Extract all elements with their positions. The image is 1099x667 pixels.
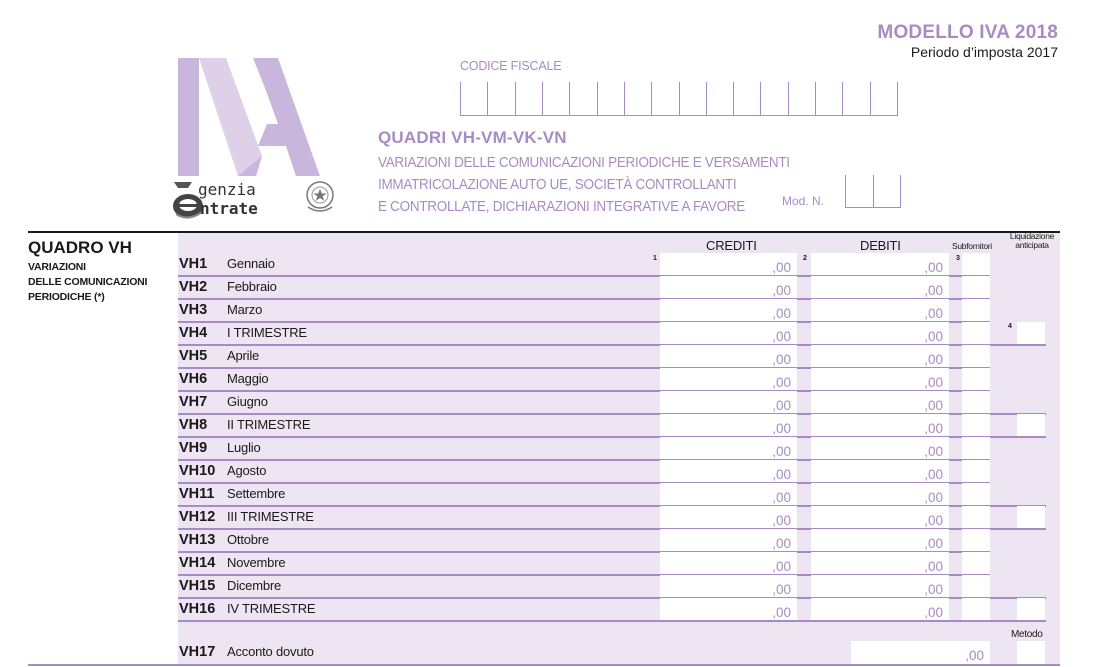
debiti-input[interactable]	[811, 575, 949, 598]
row-label: Marzo	[227, 302, 263, 317]
liquidazione-anticipata-checkbox[interactable]	[1017, 414, 1045, 437]
row-label: IV TRIMESTRE	[227, 601, 316, 616]
crediti-input[interactable]	[660, 483, 797, 506]
quadro-subtitle-line: DELLE COMUNICAZIONI	[28, 276, 148, 288]
metodo-label: Metodo	[1011, 629, 1043, 640]
crediti-input[interactable]	[660, 598, 797, 621]
debiti-input[interactable]	[811, 483, 949, 506]
debiti-input[interactable]	[811, 437, 949, 460]
column-header-crediti: CREDITI	[706, 238, 757, 253]
row-label: Acconto dovuto	[227, 644, 314, 659]
tax-period: Periodo d’imposta 2017	[910, 44, 1058, 60]
debiti-input[interactable]	[811, 414, 949, 437]
debiti-input[interactable]	[811, 299, 949, 322]
debiti-input[interactable]	[811, 598, 949, 621]
subfornitori-checkbox[interactable]	[962, 506, 990, 529]
quadri-title: QUADRI VH-VM-VK-VN	[378, 128, 567, 147]
row-label: Ottobre	[227, 532, 269, 547]
table-row-vh16	[178, 598, 1060, 621]
debiti-input[interactable]	[811, 552, 949, 575]
crediti-input[interactable]	[660, 345, 797, 368]
crediti-input[interactable]	[660, 322, 797, 345]
row-code: VH6	[179, 371, 208, 387]
row-label: Novembre	[227, 555, 286, 570]
field-number-1: 1	[653, 255, 657, 262]
row-code: VH15	[179, 578, 216, 594]
amount-suffix: ,00	[772, 490, 791, 505]
row-code: VH8	[179, 417, 208, 433]
quadro-title: QUADRO VH	[28, 238, 132, 257]
amount-suffix: ,00	[772, 260, 791, 275]
row-label: Febbraio	[227, 279, 277, 294]
subfornitori-checkbox[interactable]	[962, 276, 990, 299]
column-header-liquidazione	[1004, 232, 1060, 250]
amount-suffix: ,00	[924, 467, 943, 482]
amount-suffix: ,00	[772, 421, 791, 436]
crediti-input[interactable]	[660, 460, 797, 483]
quadri-subtitle-line: VARIAZIONI DELLE COMUNICAZIONI PERIODICHE E VERSAMENTI	[378, 155, 790, 171]
row-code: VH10	[179, 463, 216, 479]
row-label: III TRIMESTRE	[227, 509, 314, 524]
agenzia-entrate-logo	[170, 176, 340, 221]
row-label: Giugno	[227, 394, 268, 409]
amount-suffix: ,00	[924, 582, 943, 597]
liquidazione-line: anticipata	[1015, 240, 1049, 250]
table-row-vh5	[178, 345, 1060, 368]
cf-cell[interactable]	[487, 82, 514, 115]
amount-suffix: ,00	[772, 605, 791, 620]
row-code: VH13	[179, 532, 216, 548]
cf-cell[interactable]	[569, 82, 596, 115]
metodo-input[interactable]	[1017, 641, 1045, 664]
amount-suffix: ,00	[924, 513, 943, 528]
amount-suffix: ,00	[772, 398, 791, 413]
row-code: VH7	[179, 394, 208, 410]
entrate-text: ntrate	[200, 199, 258, 218]
field-number-2: 2	[803, 255, 807, 262]
bottom-divider	[28, 664, 1060, 666]
row-code: VH14	[179, 555, 216, 571]
amount-suffix: ,00	[924, 421, 943, 436]
table-row-vh8	[178, 414, 1060, 437]
row-label: Luglio	[227, 440, 261, 455]
cf-cell[interactable]	[842, 82, 869, 115]
crediti-input[interactable]	[660, 529, 797, 552]
cf-cell[interactable]	[760, 82, 787, 115]
cf-cell[interactable]	[515, 82, 542, 115]
amount-suffix: ,00	[924, 329, 943, 344]
row-code: VH5	[179, 348, 208, 364]
table-row-vh4	[178, 322, 1060, 345]
codice-fiscale-label: CODICE FISCALE	[460, 59, 562, 73]
amount-suffix: ,00	[772, 352, 791, 367]
cf-cell[interactable]	[679, 82, 706, 115]
table-row-vh9	[178, 437, 1060, 460]
amount-suffix: ,00	[772, 283, 791, 298]
crediti-input[interactable]	[660, 506, 797, 529]
table-row-vh15	[178, 575, 1060, 598]
debiti-input[interactable]	[811, 368, 949, 391]
mod-n-label: Mod. N.	[782, 194, 825, 208]
cf-cell[interactable]	[542, 82, 569, 115]
table-row-vh6	[178, 368, 1060, 391]
liquidazione-anticipata-checkbox[interactable]	[1017, 506, 1045, 529]
row-label: Maggio	[227, 371, 269, 386]
table-row-vh1	[178, 253, 1060, 276]
row-label: Agosto	[227, 463, 267, 478]
quadro-subtitle-line: PERIODICHE (*)	[28, 291, 105, 303]
crediti-input[interactable]	[660, 575, 797, 598]
table-row-vh7	[178, 391, 1060, 414]
subfornitori-checkbox[interactable]	[962, 322, 990, 345]
crediti-input[interactable]	[660, 276, 797, 299]
subfornitori-checkbox[interactable]	[962, 253, 990, 276]
amount-suffix: ,00	[924, 375, 943, 390]
subfornitori-checkbox[interactable]	[962, 483, 990, 506]
debiti-input[interactable]	[811, 253, 949, 276]
row-label: II TRIMESTRE	[227, 417, 311, 432]
row-code: VH12	[179, 509, 216, 525]
amount-suffix: ,00	[772, 513, 791, 528]
row-code: VH2	[179, 279, 208, 295]
cf-cell[interactable]	[460, 82, 487, 115]
subfornitori-checkbox[interactable]	[962, 529, 990, 552]
row-code: VH3	[179, 302, 208, 318]
row-code: VH4	[179, 325, 208, 341]
liquidazione-line: Liquidazione	[1009, 231, 1055, 241]
codice-fiscale-input[interactable]	[460, 82, 898, 116]
crediti-input[interactable]	[660, 368, 797, 391]
subfornitori-checkbox[interactable]	[962, 345, 990, 368]
amount-suffix: ,00	[772, 467, 791, 482]
iva-logo-icon	[178, 58, 323, 178]
cf-cell[interactable]	[733, 82, 760, 115]
amount-suffix: ,00	[924, 398, 943, 413]
debiti-input[interactable]	[811, 506, 949, 529]
mod-n-cell[interactable]	[873, 175, 902, 207]
subfornitori-checkbox[interactable]	[962, 414, 990, 437]
row-label: Dicembre	[227, 578, 282, 593]
amount-suffix: ,00	[924, 444, 943, 459]
row-code: VH16	[179, 601, 216, 617]
amount-suffix: ,00	[924, 306, 943, 321]
mod-n-cell[interactable]	[845, 175, 873, 207]
subfornitori-checkbox[interactable]	[962, 598, 990, 621]
table-row-vh2	[178, 276, 1060, 299]
cf-cell[interactable]	[597, 82, 624, 115]
debiti-input[interactable]	[811, 391, 949, 414]
crediti-input[interactable]	[660, 391, 797, 414]
field-number-4: 4	[1008, 323, 1012, 330]
subfornitori-checkbox[interactable]	[962, 460, 990, 483]
amount-suffix: ,00	[772, 329, 791, 344]
amount-suffix: ,00	[772, 375, 791, 390]
row-label: Aprile	[227, 348, 260, 363]
amount-suffix: ,00	[772, 306, 791, 321]
amount-suffix: ,00	[924, 559, 943, 574]
debiti-input[interactable]	[811, 460, 949, 483]
subfornitori-checkbox[interactable]	[962, 368, 990, 391]
column-header-debiti: DEBITI	[860, 238, 901, 253]
row-label: I TRIMESTRE	[227, 325, 307, 340]
table-row-vh17	[178, 641, 1060, 664]
mod-n-input[interactable]	[845, 175, 901, 208]
amount-suffix: ,00	[772, 536, 791, 551]
amount-suffix: ,00	[965, 648, 984, 663]
field-number-3: 3	[956, 255, 960, 262]
amount-suffix: ,00	[772, 559, 791, 574]
liquidazione-anticipata-checkbox[interactable]	[1017, 322, 1045, 345]
model-title: MODELLO IVA 2018	[877, 22, 1058, 43]
crediti-input[interactable]	[660, 299, 797, 322]
crediti-input[interactable]	[660, 552, 797, 575]
cf-cell[interactable]	[870, 82, 898, 115]
row-divider	[178, 620, 1046, 622]
row-label: Settembre	[227, 486, 286, 501]
row-code: VH9	[179, 440, 208, 456]
agenzia-text: genzia	[198, 180, 256, 199]
subfornitori-checkbox[interactable]	[962, 391, 990, 414]
table-row-vh14	[178, 552, 1060, 575]
crediti-input[interactable]	[660, 414, 797, 437]
subfornitori-checkbox[interactable]	[962, 575, 990, 598]
amount-suffix: ,00	[924, 352, 943, 367]
acconto-dovuto-input[interactable]	[851, 641, 990, 664]
quadri-subtitle	[378, 152, 790, 218]
row-code: VH17	[179, 644, 216, 660]
subfornitori-checkbox[interactable]	[962, 552, 990, 575]
column-header-subfornitori: Subfornitori	[952, 241, 992, 251]
row-code: VH1	[179, 256, 208, 272]
debiti-input[interactable]	[811, 345, 949, 368]
republic-emblem-icon	[304, 179, 336, 215]
quadri-subtitle-line: E CONTROLLATE, DICHIARAZIONI INTEGRATIVE A FAVORE	[378, 199, 745, 215]
cf-cell[interactable]	[651, 82, 678, 115]
debiti-input[interactable]	[811, 276, 949, 299]
table-row-vh3	[178, 299, 1060, 322]
amount-suffix: ,00	[772, 582, 791, 597]
cf-cell[interactable]	[815, 82, 842, 115]
row-label: Gennaio	[227, 256, 275, 271]
row-code: VH11	[179, 486, 215, 502]
cf-cell[interactable]	[624, 82, 651, 115]
cf-cell[interactable]	[706, 82, 733, 115]
debiti-input[interactable]	[811, 529, 949, 552]
subfornitori-checkbox[interactable]	[962, 437, 990, 460]
cf-cell[interactable]	[788, 82, 815, 115]
amount-suffix: ,00	[924, 260, 943, 275]
amount-suffix: ,00	[924, 605, 943, 620]
quadro-subtitle-line: VARIAZIONI	[28, 261, 86, 273]
amount-suffix: ,00	[924, 490, 943, 505]
table-row-vh13	[178, 529, 1060, 552]
amount-suffix: ,00	[924, 283, 943, 298]
amount-suffix: ,00	[924, 536, 943, 551]
subfornitori-checkbox[interactable]	[962, 299, 990, 322]
table-row-vh10	[178, 460, 1060, 483]
crediti-input[interactable]	[660, 253, 797, 276]
liquidazione-anticipata-checkbox[interactable]	[1017, 598, 1045, 621]
crediti-input[interactable]	[660, 437, 797, 460]
amount-suffix: ,00	[772, 444, 791, 459]
table-row-vh11	[178, 483, 1060, 506]
table-row-vh12	[178, 506, 1060, 529]
quadro-subtitle	[28, 260, 147, 305]
debiti-input[interactable]	[811, 322, 949, 345]
quadri-subtitle-line: IMMATRICOLAZIONE AUTO UE, SOCIETÀ CONTROLLANTI	[378, 177, 737, 193]
